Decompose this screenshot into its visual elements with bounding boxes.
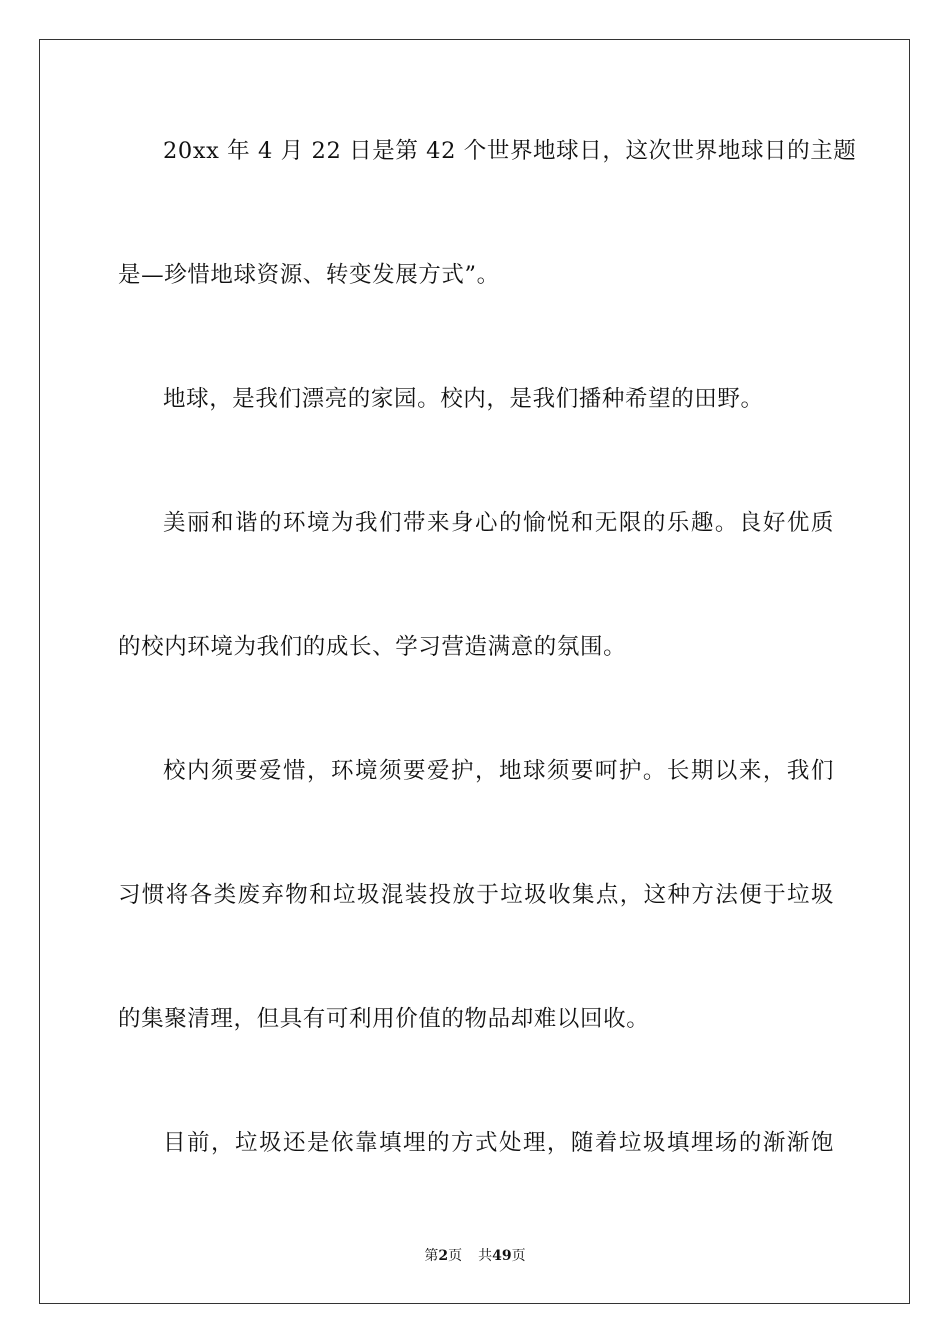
page-current: 2 [438,1248,449,1264]
page-footer [0,1247,950,1265]
total-pages: 49 [492,1248,512,1264]
paragraph-line: 目前，垃圾还是依靠填埋的方式处理，随着垃圾填埋场的渐渐饱 [163,1130,834,1156]
page-prefix: 第 [424,1248,439,1264]
paragraph-line: 校内须要爱惜，环境须要爱护，地球须要呵护。长期以来，我们 [163,758,834,784]
paragraph-line: 地球，是我们漂亮的家园。校内，是我们播种希望的田野。 [163,386,764,412]
paragraph-line: 美丽和谐的环境为我们带来身心的愉悦和无限的乐趣。良好优质 [163,510,834,536]
total-prefix: 共 [478,1248,493,1264]
paragraph-line: 20xx 年 4 月 22 日是第 42 个世界地球日，这次世界地球日的主题 [163,138,857,164]
page-suffix: 页 [448,1248,463,1264]
total-suffix: 页 [511,1248,526,1264]
paragraph-line: 习惯将各类废弃物和垃圾混装投放于垃圾收集点，这种方法便于垃圾 [118,882,834,908]
paragraph-line: 的集聚清理，但具有可利用价值的物品却难以回收。 [118,1006,650,1032]
page-border [39,39,910,1304]
paragraph-line: 的校内环境为我们的成长、学习营造满意的氛围。 [118,634,627,660]
paragraph-line: 是—珍惜地球资源、转变发展方式”。 [118,262,500,288]
